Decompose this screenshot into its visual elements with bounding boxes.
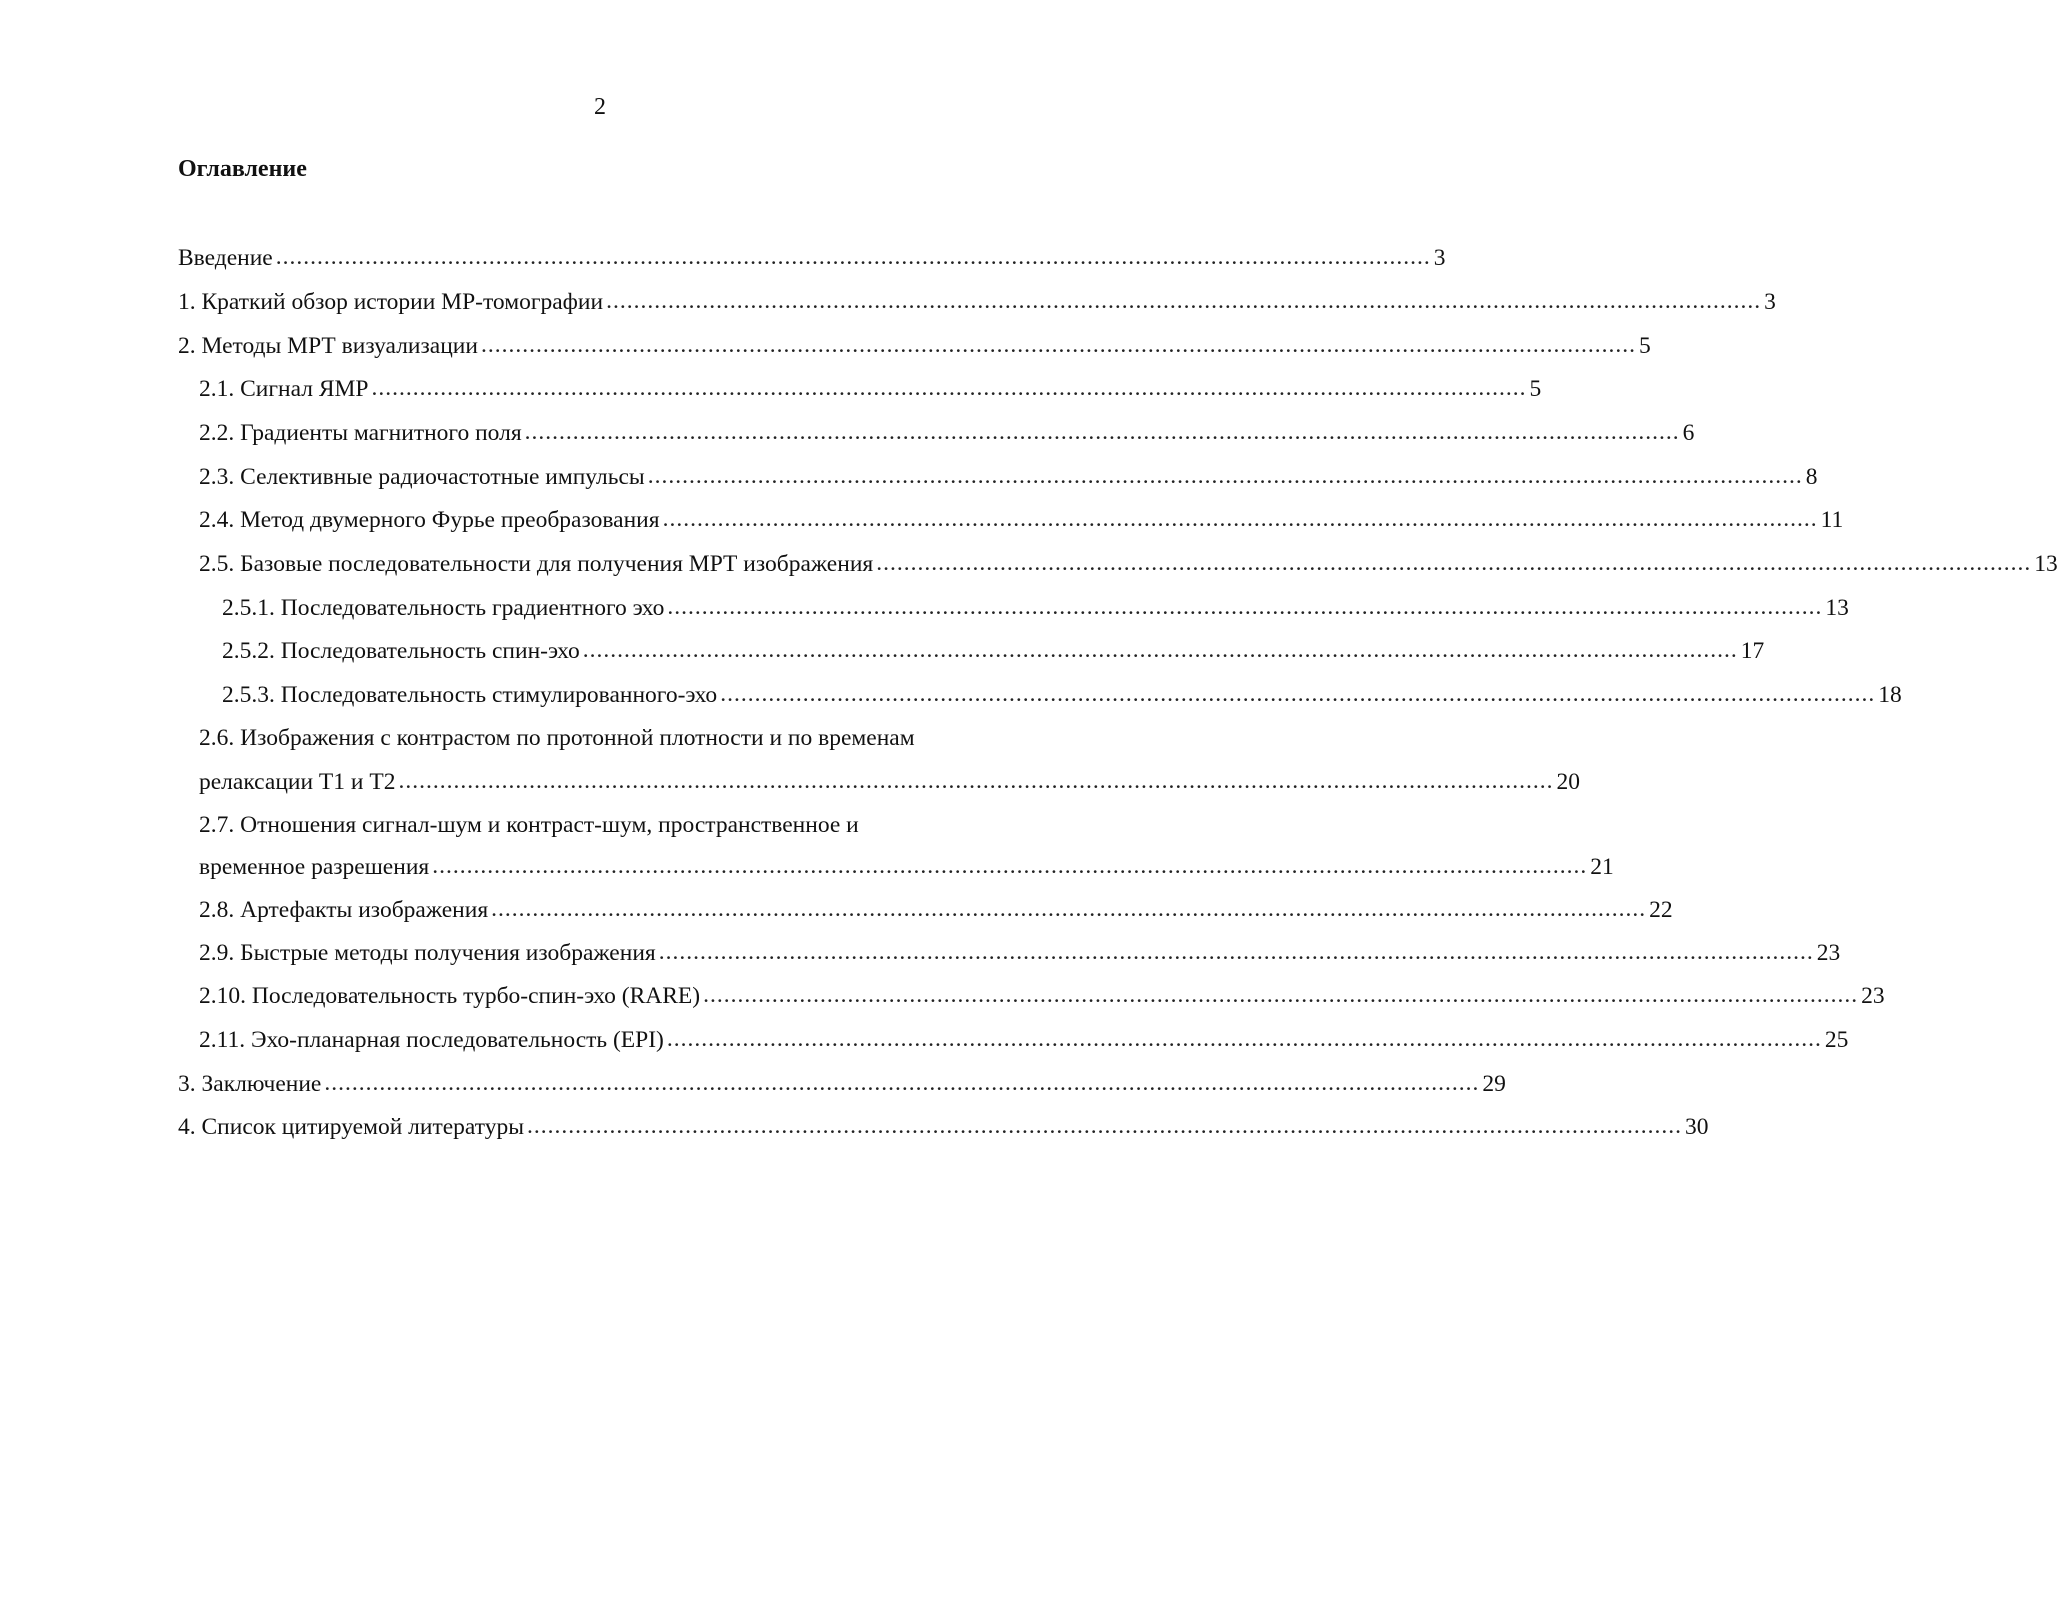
- toc-entry-page: 23: [1861, 983, 1885, 1009]
- toc-entry-2-10[interactable]: [199, 981, 1885, 1011]
- toc-entry-page: 18: [1878, 682, 1902, 708]
- toc-entry-2-5-3[interactable]: [222, 680, 1902, 710]
- toc-entry-2-8[interactable]: [199, 895, 1673, 925]
- toc-entry-page: 21: [1590, 854, 1614, 880]
- toc-leader-dots: ........................................................................................................................................................................: [527, 1113, 1683, 1139]
- toc-entry-2-5-2[interactable]: [222, 636, 1765, 666]
- toc-entry-label: 2.5. Базовые последовательности для получения МРТ изображения: [199, 551, 874, 577]
- toc-entry-label: временное разрешения: [199, 854, 430, 880]
- toc-entry-page: 13: [1825, 595, 1849, 621]
- page-number: 2: [594, 94, 606, 120]
- toc-leader-dots: ........................................................................................................................................................................: [876, 550, 2032, 576]
- toc-entry-page: 13: [2034, 551, 2058, 577]
- toc-entry-page: 20: [1556, 769, 1580, 795]
- toc-leader-dots: ........................................................................................................................................................................: [658, 939, 1814, 965]
- toc-entry-label: 2.1. Сигнал ЯМР: [199, 376, 369, 402]
- toc-leader-dots: ........................................................................................................................................................................: [647, 463, 1803, 489]
- toc-entry-page: 3: [1764, 289, 1776, 315]
- toc-entry-2-4[interactable]: [199, 505, 1844, 535]
- toc-entry-2-7-first-line[interactable]: 2.7. Отношения сигнал-шум и контраст-шум, пространственное и: [199, 812, 859, 838]
- toc-leader-dots: ........................................................................................................................................................................: [275, 244, 1431, 270]
- toc-entry-page: 5: [1638, 333, 1651, 359]
- toc-entry-2[interactable]: [178, 331, 1651, 361]
- toc-leader-dots: ........................................................................................................................................................................: [720, 681, 1876, 707]
- toc-leader-dots: ........................................................................................................................................................................: [662, 506, 1818, 532]
- toc-entry-2-6-first-line[interactable]: 2.6. Изображения с контрастом по протонной плотности и по временам: [199, 725, 915, 751]
- toc-entry-label: 2.4. Метод двумерного Фурье преобразования: [199, 507, 660, 533]
- toc-entry-page: 6: [1682, 420, 1695, 446]
- toc-entry-label: 2.8. Артефакты изображения: [199, 897, 489, 923]
- toc-entry-label: 2.3. Селективные радиочастотные импульсы: [199, 464, 645, 490]
- toc-leader-dots: ........................................................................................................................................................................: [666, 1026, 1822, 1052]
- toc-entry-label: 2.10. Последовательность турбо-спин-эхо (RARE): [199, 983, 701, 1009]
- toc-leader-dots: ........................................................................................................................................................................: [703, 982, 1859, 1008]
- toc-leader-dots: ........................................................................................................................................................................: [324, 1070, 1480, 1096]
- toc-entry-page: 30: [1685, 1114, 1709, 1140]
- toc-entry-page: 17: [1740, 638, 1765, 664]
- toc-entry-2-6[interactable]: [199, 767, 1580, 797]
- toc-entry-1[interactable]: [178, 287, 1776, 317]
- toc-entry-label: Введение: [178, 245, 273, 271]
- toc-entry-page: 11: [1820, 507, 1844, 533]
- toc-entry-page: 3: [1433, 245, 1446, 271]
- toc-entry-page: 23: [1816, 940, 1841, 966]
- toc-entry-2-2[interactable]: [199, 418, 1695, 448]
- toc-entry-2-9[interactable]: [199, 938, 1841, 968]
- toc-entry-label: 2.5.2. Последовательность спин-эхо: [222, 638, 580, 664]
- toc-leader-dots: ........................................................................................................................................................................: [398, 768, 1554, 794]
- toc-entry-page: 22: [1649, 897, 1673, 923]
- toc-entry-label: 3. Заключение: [178, 1071, 322, 1097]
- toc-entry-label: 1. Краткий обзор истории МР-томографии: [178, 289, 604, 315]
- toc-entry-2-7[interactable]: [199, 852, 1614, 882]
- toc-leader-dots: ........................................................................................................................................................................: [491, 896, 1647, 922]
- toc-entry-page: 5: [1529, 376, 1542, 402]
- toc-entry-label: релаксации T1 и T2: [199, 769, 396, 795]
- toc-entry-page: 25: [1824, 1027, 1849, 1053]
- toc-leader-dots: ........................................................................................................................................................................: [480, 332, 1636, 358]
- toc-leader-dots: ........................................................................................................................................................................: [524, 419, 1680, 445]
- toc-entry-label: 2.11. Эхо-планарная последовательность (EPI): [199, 1027, 664, 1053]
- toc-entry-4[interactable]: [178, 1112, 1709, 1142]
- toc-entry-label: 2. Методы МРТ визуализации: [178, 333, 478, 359]
- toc-entry-2-5[interactable]: [199, 549, 2058, 579]
- toc-entry-label: 2.9. Быстрые методы получения изображения: [199, 940, 656, 966]
- toc-entry-label: 2.2. Градиенты магнитного поля: [199, 420, 522, 446]
- toc-entry-3[interactable]: [178, 1069, 1506, 1099]
- toc-entry-page: 8: [1805, 464, 1818, 490]
- toc-title: Оглавление: [178, 156, 307, 182]
- toc-entry-label: 2.5.1. Последовательность градиентного эхо: [222, 595, 665, 621]
- toc-leader-dots: ........................................................................................................................................................................: [432, 853, 1588, 879]
- toc-entry-2-11[interactable]: [199, 1025, 1849, 1055]
- toc-entry-page: 29: [1482, 1071, 1506, 1097]
- toc-entry-2-1[interactable]: [199, 374, 1542, 404]
- toc-entry-label: 2.5.3. Последовательность стимулированного-эхо: [222, 682, 718, 708]
- toc-entry-label: 4. Список цитируемой литературы: [178, 1114, 525, 1140]
- toc-leader-dots: ........................................................................................................................................................................: [667, 594, 1823, 620]
- toc-leader-dots: ........................................................................................................................................................................: [582, 637, 1738, 663]
- toc-entry-2-3[interactable]: [199, 462, 1818, 492]
- toc-leader-dots: ........................................................................................................................................................................: [371, 375, 1527, 401]
- toc-entry-introduction[interactable]: [178, 243, 1446, 273]
- toc-entry-2-5-1[interactable]: [222, 593, 1849, 623]
- toc-leader-dots: ........................................................................................................................................................................: [606, 288, 1762, 314]
